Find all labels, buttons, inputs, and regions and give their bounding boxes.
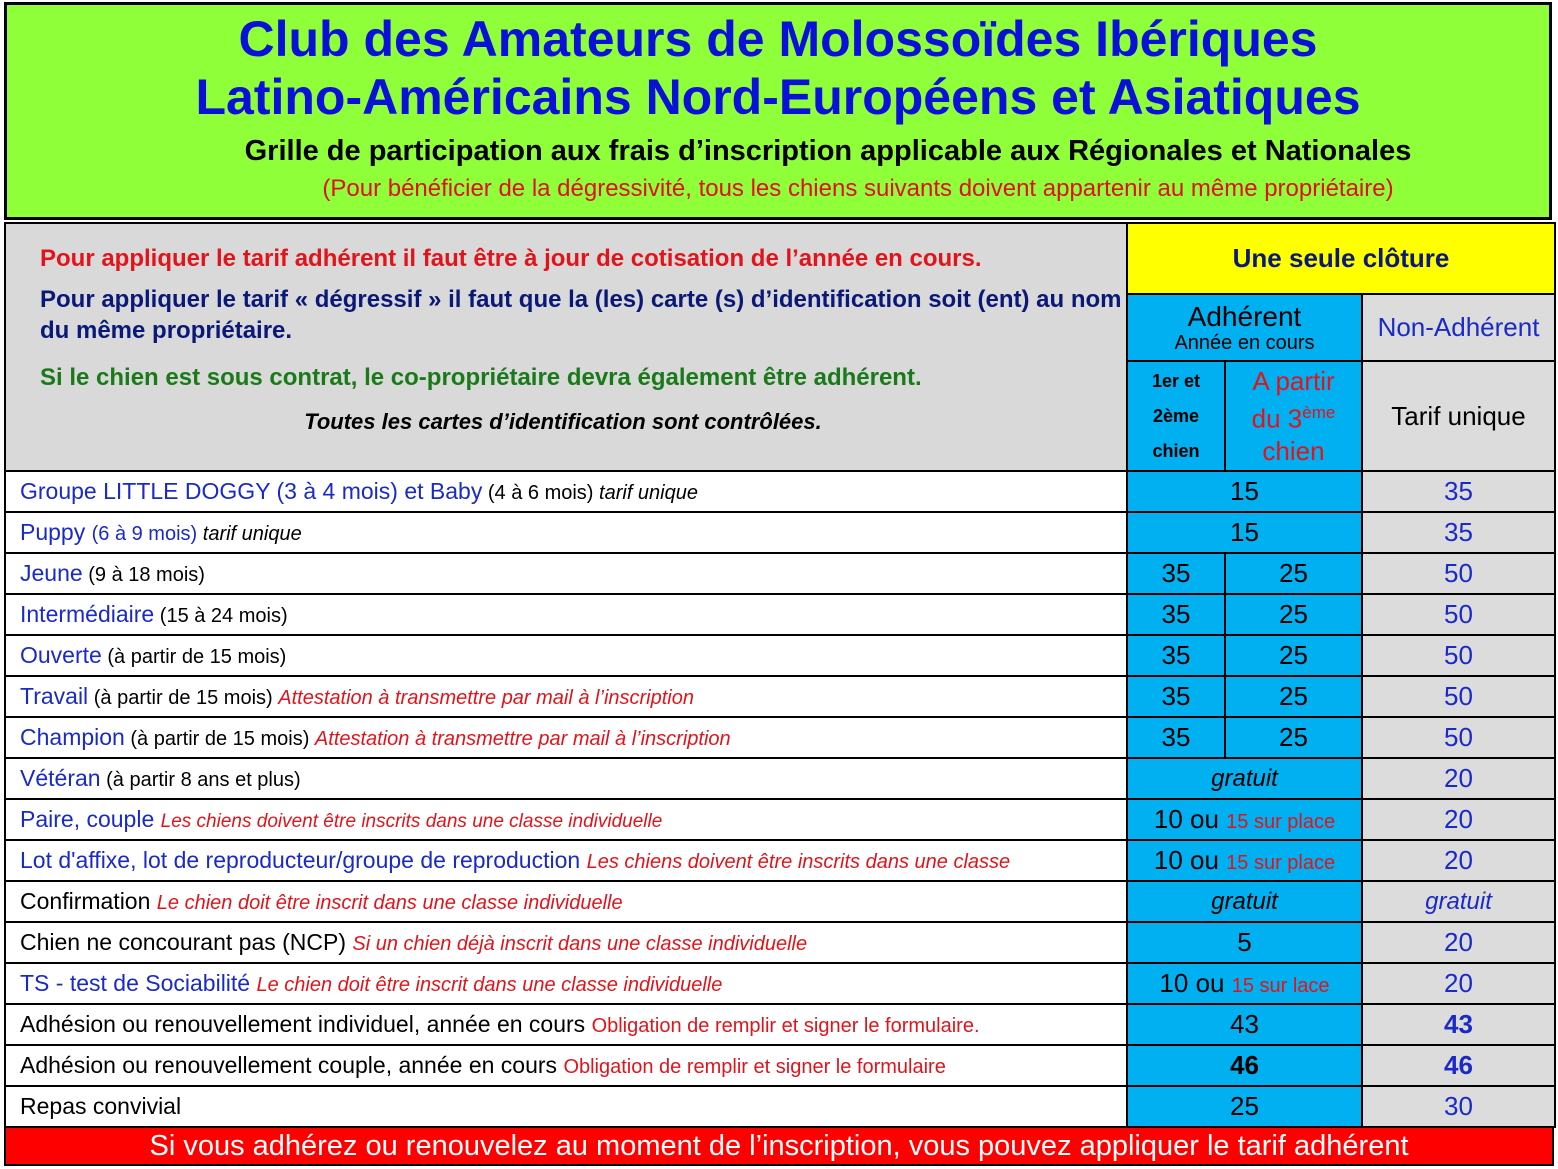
row-label xyxy=(5,676,1127,717)
class-name: Intermédiaire xyxy=(20,601,155,627)
third-dog-header xyxy=(1225,361,1362,471)
id-check-text: Toutes les cartes d’identification sont contrôlées. xyxy=(304,409,822,434)
class-name: Puppy xyxy=(20,519,92,545)
price-third: 25 xyxy=(1225,635,1362,676)
tariff-sheet xyxy=(4,2,1554,1166)
degressive-note: (Pour bénéficier de la dégressivité, tous les chiens suivants doivent appartenir au même propriétaire) xyxy=(322,175,1394,202)
price-value: 10 ou xyxy=(1159,968,1232,998)
adherent-sublabel: Année en cours xyxy=(1174,331,1315,354)
table-row xyxy=(5,1086,1555,1127)
class-note: Obligation de remplir et signer le formulaire xyxy=(563,1056,946,1078)
price-third: 25 xyxy=(1225,717,1362,758)
adherent-price: gratuit xyxy=(1127,881,1362,922)
class-note: tarif unique xyxy=(197,523,302,545)
table-row xyxy=(5,963,1555,1004)
class-note: Le chien doit être inscrit dans une classe individuelle xyxy=(256,974,723,996)
row-label xyxy=(5,553,1127,594)
table-row xyxy=(5,1045,1555,1086)
club-title-line1: Club des Amateurs de Molossoïdes Ibériques xyxy=(238,11,1318,67)
first-second-line3: chien xyxy=(1152,440,1200,461)
price-on-site: 15 sur place xyxy=(1226,811,1336,833)
first-second-line1: 1er et xyxy=(1151,370,1201,391)
price-on-site: 15 sur place xyxy=(1226,852,1336,874)
class-name: Jeune xyxy=(20,560,83,586)
class-age: (4 à 6 mois) xyxy=(482,482,600,504)
price-on-site: 15 sur lace xyxy=(1231,975,1330,997)
class-age: (à partir 8 ans et plus) xyxy=(100,769,301,791)
non-adherent-price: 50 xyxy=(1362,717,1555,758)
row-label xyxy=(5,1004,1127,1045)
member-condition-text: Pour appliquer le tarif adhérent il faut être à jour de cotisation de l’année en cours. xyxy=(40,245,982,272)
adherent-price xyxy=(1127,799,1362,840)
row-label xyxy=(5,881,1127,922)
non-adherent-price: 30 xyxy=(1362,1086,1555,1127)
price-third: 25 xyxy=(1225,594,1362,635)
class-note: tarif unique xyxy=(599,482,698,504)
row-label xyxy=(5,635,1127,676)
non-adherent-price: 50 xyxy=(1362,553,1555,594)
price-third: 25 xyxy=(1225,553,1362,594)
class-age: (15 à 24 mois) xyxy=(154,605,288,627)
row-label xyxy=(5,471,1127,512)
non-adherent-price: 35 xyxy=(1362,471,1555,512)
row-label xyxy=(5,1045,1127,1086)
table-row xyxy=(5,881,1555,922)
class-name: TS - test de Sociabilité xyxy=(20,970,257,996)
class-age: (6 à 9 mois) xyxy=(91,523,198,545)
non-adherent-price: 50 xyxy=(1362,676,1555,717)
class-name: Groupe LITTLE DOGGY (3 à 4 mois) et Baby xyxy=(20,478,483,504)
class-note: Attestation à transmettre par mail à l’inscription xyxy=(278,687,694,709)
non-adherent-price: 46 xyxy=(1362,1045,1555,1086)
table-row xyxy=(5,471,1555,512)
price-third: 25 xyxy=(1225,676,1362,717)
non-adherent-price: 20 xyxy=(1362,840,1555,881)
single-rate-header: Tarif unique xyxy=(1362,361,1555,471)
third-dog-line2 xyxy=(1226,397,1361,435)
sheet-subtitle: Grille de participation aux frais d’inscription applicable aux Régionales et Nationales xyxy=(244,135,1412,167)
row-label xyxy=(5,799,1127,840)
club-title-line2: Latino-Américains Nord-Européens et Asiatiques xyxy=(195,69,1361,125)
table-row xyxy=(5,553,1555,594)
class-note: Les chiens doivent être inscrits dans une classe individuelle xyxy=(160,811,663,832)
class-name: Adhésion ou renouvellement individuel, année en cours xyxy=(20,1011,592,1037)
row-label xyxy=(5,717,1127,758)
non-adherent-price: 43 xyxy=(1362,1004,1555,1045)
adherent-price: 5 xyxy=(1127,922,1362,963)
class-note: Obligation de remplir et signer le formulaire. xyxy=(591,1015,980,1037)
table-row xyxy=(5,840,1555,881)
row-label xyxy=(5,594,1127,635)
class-age: (à partir de 15 mois) xyxy=(88,687,279,709)
class-age: (9 à 18 mois) xyxy=(82,564,205,586)
third-dog-sup: ème xyxy=(1302,403,1336,423)
price-first-second: 35 xyxy=(1127,553,1225,594)
class-name: Ouverte xyxy=(20,642,102,668)
adherent-header xyxy=(1127,294,1362,361)
non-adherent-price: 35 xyxy=(1362,512,1555,553)
row-label xyxy=(5,922,1127,963)
class-name: Repas convivial xyxy=(20,1093,182,1119)
row-label xyxy=(5,512,1127,553)
class-note: Le chien doit être inscrit dans une classe individuelle xyxy=(156,892,623,914)
degressive-condition-text: Pour appliquer le tarif « dégressif » il faut que la (les) carte (s) d’identification soit (ent) au nom du même propriétaire. xyxy=(40,286,1122,344)
non-adherent-price: 20 xyxy=(1362,922,1555,963)
price-value: 10 ou xyxy=(1153,845,1227,875)
non-adherent-price: 20 xyxy=(1362,963,1555,1004)
non-adherent-header: Non-Adhérent xyxy=(1362,294,1555,361)
class-name: Travail xyxy=(20,683,89,709)
non-adherent-price: 50 xyxy=(1362,594,1555,635)
adherent-label: Adhérent xyxy=(1187,300,1302,332)
price-first-second: 35 xyxy=(1127,594,1225,635)
price-first-second: 35 xyxy=(1127,717,1225,758)
footer-banner: Si vous adhérez ou renouvelez au moment de l’inscription, vous pouvez appliquer le tarif adhérent xyxy=(4,1126,1554,1166)
adherent-price xyxy=(1127,840,1362,881)
first-second-line2: 2ème xyxy=(1152,405,1200,426)
adherent-price: 15 xyxy=(1127,512,1362,553)
price-first-second: 35 xyxy=(1127,676,1225,717)
non-adherent-price: gratuit xyxy=(1362,881,1555,922)
table-row xyxy=(5,676,1555,717)
row-label xyxy=(5,758,1127,799)
class-name: Chien ne concourant pas (NCP) xyxy=(20,929,353,955)
class-note: Attestation à transmettre par mail à l’inscription xyxy=(314,728,731,750)
table-row xyxy=(5,799,1555,840)
class-note: Les chiens doivent être inscrits dans une classe xyxy=(586,851,1011,873)
table-row xyxy=(5,922,1555,963)
row-label xyxy=(5,1086,1127,1127)
adherent-price: gratuit xyxy=(1127,758,1362,799)
adherent-price: 43 xyxy=(1127,1004,1362,1045)
non-adherent-price: 20 xyxy=(1362,758,1555,799)
class-name: Adhésion ou renouvellement couple, année en cours xyxy=(20,1052,564,1078)
adherent-price: 46 xyxy=(1127,1045,1362,1086)
class-name: Confirmation xyxy=(20,888,157,914)
table-row xyxy=(5,1004,1555,1045)
table-row xyxy=(5,635,1555,676)
class-name: Champion xyxy=(20,724,125,750)
table-row xyxy=(5,594,1555,635)
conditions-panel xyxy=(5,223,1127,471)
table-row xyxy=(5,512,1555,553)
price-value: 10 ou xyxy=(1153,804,1227,834)
non-adherent-price: 20 xyxy=(1362,799,1555,840)
class-age: (à partir de 15 mois) xyxy=(124,728,315,750)
price-first-second: 35 xyxy=(1127,635,1225,676)
adherent-price xyxy=(1127,963,1362,1004)
class-age: (à partir de 15 mois) xyxy=(101,646,287,668)
class-name: Vétéran xyxy=(20,765,101,791)
adherent-price: 15 xyxy=(1127,471,1362,512)
class-name: Paire, couple xyxy=(20,806,161,832)
single-closing-header: Une seule clôture xyxy=(1127,223,1555,294)
first-second-dog-header xyxy=(1127,361,1225,471)
non-adherent-price: 50 xyxy=(1362,635,1555,676)
header-banner xyxy=(4,2,1552,220)
table-row xyxy=(5,758,1555,799)
adherent-price: 25 xyxy=(1127,1086,1362,1127)
table-row xyxy=(5,717,1555,758)
class-note: Si un chien déjà inscrit dans une classe individuelle xyxy=(352,933,808,955)
third-dog-line3: chien xyxy=(1262,435,1325,466)
contract-condition-text: Si le chien est sous contrat, le co-propriétaire devra également être adhérent. xyxy=(40,364,922,391)
row-label xyxy=(5,840,1127,881)
tariff-table xyxy=(4,222,1556,1128)
third-dog-line1: A partir xyxy=(1252,366,1335,397)
third-dog-line2-text: du 3 xyxy=(1251,403,1303,434)
row-label xyxy=(5,963,1127,1004)
class-name: Lot d'affixe, lot de reproducteur/groupe de reproduction xyxy=(20,847,587,873)
